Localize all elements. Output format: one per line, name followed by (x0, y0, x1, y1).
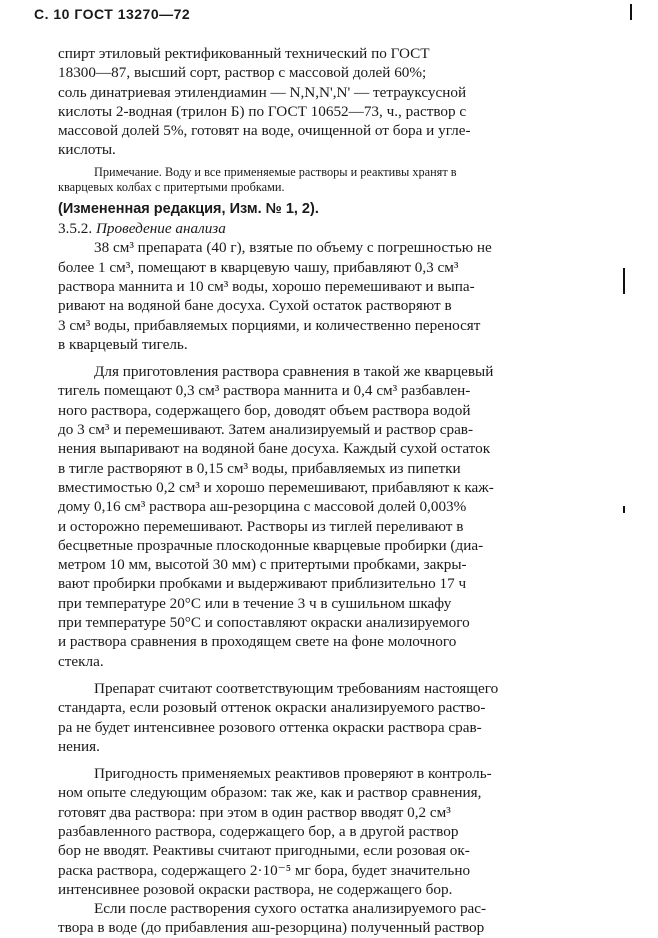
margin-mark-lower (623, 506, 625, 513)
text-line: в кварцевый тигель. (58, 335, 188, 353)
text-line: вместимостью 0,2 см³ и хорошо перемешивают, прибавляют к каж- (58, 478, 494, 496)
section-number: 3.5.2. (58, 220, 93, 238)
text-line: нения. (58, 737, 100, 755)
text-line: соль динатриевая этилендиамин — N,N,N',N' — тетрауксусной (58, 83, 467, 101)
text-line: и раствора сравнения в проходящем свете на фоне молочного (58, 633, 457, 651)
paragraph-ethanol (58, 44, 614, 83)
text-line: раска раствора, содержащего 2·10⁻⁵ мг бора, будет значительно (58, 861, 471, 879)
text-line: разбавленного раствора, содержащего бор, а в другой раствор (58, 822, 459, 840)
margin-mark-middle (623, 268, 625, 294)
paragraph-dissolution (58, 899, 614, 938)
text-line: массовой долей 5%, готовят на воде, очищенной от бора и угле- (58, 122, 471, 140)
text-line: при температуре 20°С или в течение 3 ч в сушильном шкафу (58, 594, 452, 612)
text-line: кислоты. (58, 141, 116, 159)
text-line: ра не будет интенсивнее розового оттенка окраски раствора срав- (58, 718, 482, 736)
text-line: до 3 см³ и перемешивают. Затем анализируемый и раствор срав- (58, 421, 474, 439)
paragraph-sample-prep (58, 238, 614, 354)
document-body (58, 44, 614, 938)
text-line: бесцветные прозрачные плоскодонные кварцевые пробирки (диа- (58, 536, 484, 554)
text-line: вают пробирки пробками и выдерживают приблизительно 17 ч (58, 575, 467, 593)
text-line: ривают на водяной бане досуха. Сухой остаток растворяют в (58, 297, 452, 315)
text-line: тигель помещают 0,3 см³ раствора маннита и 0,4 см³ разбавлен- (58, 382, 471, 400)
text-line: твора в воде (до прибавления аш-резорцина) полученный раствор (58, 919, 485, 937)
text-line: Пригодность применяемых реактивов проверяют в контроль- (94, 765, 492, 783)
page-header: С. 10 ГОСТ 13270—72 (34, 6, 191, 22)
paragraph-compliance (58, 679, 614, 756)
text-line: 18300—87, высший сорт, раствор с массовой долей 60%; (58, 64, 427, 82)
section-heading (58, 219, 614, 238)
text-line: ном опыте следующим образом: так же, как и раствор сравнения, (58, 784, 482, 802)
amendment-text: (Измененная редакция, Изм. № 1, 2). (58, 200, 319, 217)
paragraph-trilon (58, 83, 614, 160)
text-line: и осторожно перемешивают. Растворы из тиглей переливают в (58, 517, 464, 535)
paragraph-reagent-check (58, 764, 614, 899)
paragraph-reference-solution (58, 362, 614, 671)
text-line: стандарта, если розовый оттенок окраски анализируемого раство- (58, 699, 486, 717)
text-line: метром 10 мм, высотой 30 мм) с притертыми пробками, закры- (58, 556, 467, 574)
text-line: раствора маннита и 10 см³ воды, хорошо перемешивают и выпа- (58, 277, 475, 295)
note-line: кварцевых колбах с притертыми пробками. (58, 179, 285, 194)
note-line: Примечание. Воду и все применяемые растворы и реактивы хранят в (94, 164, 457, 179)
text-line: Для приготовления раствора сравнения в такой же кварцевый (94, 363, 494, 381)
text-line: нения выпаривают на водяной бане досуха. Каждый сухой остаток (58, 440, 491, 458)
text-line: 3 см³ воды, прибавляемых порциями, и количественно переносят (58, 316, 481, 334)
margin-mark-top (630, 4, 632, 20)
text-line: 38 см³ препарата (40 г), взятые по объему с погрешностью не (94, 239, 492, 257)
amendment-line (58, 199, 614, 219)
text-line: стекла. (58, 652, 104, 670)
text-line: более 1 см³, помещают в кварцевую чашу, прибавляют 0,3 см³ (58, 258, 459, 276)
text-line: дому 0,16 см³ раствора аш-резорцина с массовой долей 0,003% (58, 498, 467, 516)
text-line: интенсивнее розовой окраски раствора, не содержащего бор. (58, 880, 453, 898)
text-line: Препарат считают соответствующим требованиям настоящего (94, 679, 499, 697)
text-line: готовят два раствора: при этом в один раствор вводят 0,2 см³ (58, 803, 451, 821)
text-line: бор не вводят. Реактивы считают пригодными, если розовая ок- (58, 842, 470, 860)
text-line: кислоты 2-водная (трилон Б) по ГОСТ 10652—73, ч., раствор с (58, 102, 467, 120)
text-line: спирт этиловый ректификованный технический по ГОСТ (58, 45, 430, 62)
section-title: Проведение анализа (95, 220, 226, 238)
text-line: в тигле растворяют в 0,15 см³ воды, прибавляемых из пипетки (58, 459, 461, 477)
storage-note (58, 165, 614, 195)
text-line: ного раствора, содержащего бор, доводят объем раствора водой (58, 401, 471, 419)
text-line: Если после растворения сухого остатка анализируемого рас- (94, 900, 487, 918)
text-line: при температуре 50°С и сопоставляют окраски анализируемого (58, 614, 470, 632)
